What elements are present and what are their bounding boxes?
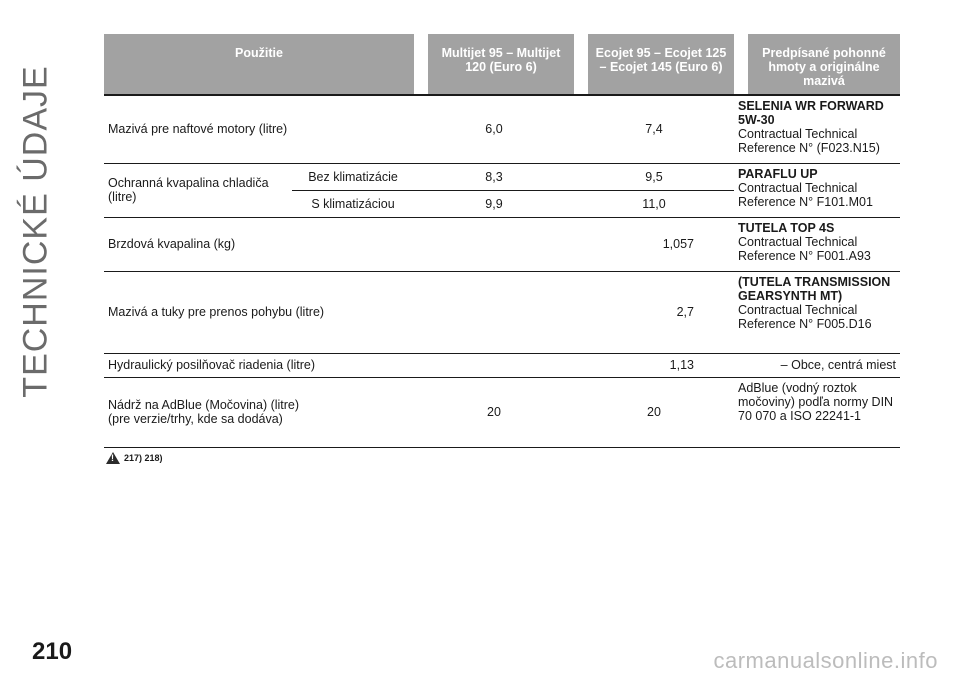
table-row — [104, 163, 900, 190]
row-label: Brzdová kvapalina (kg) — [104, 217, 414, 271]
header-usage: Použitie — [104, 34, 414, 95]
fluid-spec: AdBlue (vodný roztok močoviny) podľa normy DIN 70 070 a ISO 22241-1 — [734, 377, 900, 447]
value-ecojet: 11,0 — [574, 190, 734, 217]
header-fluids: Predpísané pohonné hmoty a originálne mazivá — [748, 34, 900, 95]
row-label-line: Nádrž na AdBlue (Močovina) (litre) — [108, 398, 300, 412]
fluid-spec — [734, 271, 900, 353]
row-label — [104, 377, 414, 447]
fluid-name: (TUTELA TRANSMISSION GEARSYNTH MT) — [738, 274, 891, 303]
table-header-row — [104, 34, 900, 95]
table-row — [104, 377, 900, 447]
fluid-name: PARAFLU UP — [738, 166, 818, 181]
fluid-reference: Contractual Technical Reference N° F001.A93 — [738, 234, 871, 263]
footnote-text: 217) 218) — [124, 453, 163, 463]
value-shared: 1,13 — [414, 353, 734, 377]
header-gap — [734, 34, 748, 95]
fluid-spec — [734, 163, 900, 217]
sub-row-label: S klimatizáciou — [292, 190, 414, 217]
fluid-name: TUTELA TOP 4S — [738, 220, 835, 235]
value-multijet: 9,9 — [414, 190, 574, 217]
fluid-name: SELENIA WR FORWARD 5W-30 — [738, 99, 884, 127]
table-row — [104, 353, 900, 377]
value-multijet: 8,3 — [414, 163, 574, 190]
value-ecojet: 20 — [574, 377, 734, 447]
value-ecojet: 7,4 — [574, 95, 734, 163]
fluids-table — [104, 34, 900, 448]
fluid-reference: Contractual Technical Reference N° F101.M01 — [738, 180, 873, 209]
fluid-spec: – Obce, centrá miest — [734, 353, 900, 377]
row-label: Ochranná kvapalina chladiča (litre) — [104, 163, 292, 217]
warning-triangle-icon — [106, 452, 120, 464]
fluid-spec — [734, 217, 900, 271]
table-row — [104, 95, 900, 163]
row-label: Hydraulický posilňovač riadenia (litre) — [104, 353, 414, 377]
header-ecojet: Ecojet 95 – Ecojet 125 – Ecojet 145 (Euro 6) — [588, 34, 734, 95]
footnote-refs — [106, 452, 163, 464]
row-label-line: (pre verzie/trhy, kde sa dodáva) — [108, 412, 283, 426]
value-multijet: 20 — [414, 377, 574, 447]
header-gap — [574, 34, 588, 95]
fluid-reference: Contractual Technical Reference N° (F023.N15) — [738, 127, 880, 155]
page-number: 210 — [32, 638, 73, 665]
watermark: carmanualsonline.info — [713, 648, 938, 673]
header-multijet: Multijet 95 – Multijet 120 (Euro 6) — [428, 34, 574, 95]
fluid-reference: Contractual Technical Reference N° F005.D16 — [738, 302, 872, 331]
table-row — [104, 217, 900, 271]
fluid-spec — [734, 95, 900, 163]
row-label: Mazivá pre naftové motory (litre) — [104, 95, 414, 163]
table-row — [104, 271, 900, 353]
value-shared: 1,057 — [414, 217, 734, 271]
row-label: Mazivá a tuky pre prenos pohybu (litre) — [104, 271, 414, 353]
value-ecojet: 9,5 — [574, 163, 734, 190]
header-gap — [414, 34, 428, 95]
sub-row-label: Bez klimatizácie — [292, 163, 414, 190]
value-multijet: 6,0 — [414, 95, 574, 163]
value-shared: 2,7 — [414, 271, 734, 353]
